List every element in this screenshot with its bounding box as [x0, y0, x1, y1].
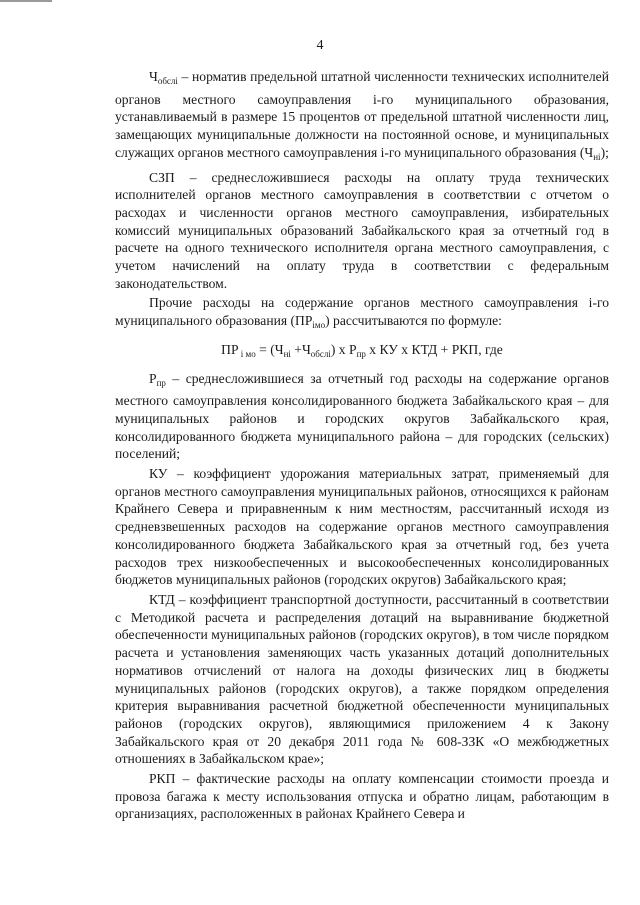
paragraph-rkp: РКП – фактические расходы на оплату компенсации стоимости проезда и провоза багажа к месту использования отпуска и обратно лицам, работающим в организациях, расположенных в районах Крайнего Севера и: [115, 771, 609, 822]
formula-sub-ni: нi: [283, 348, 291, 359]
formula-part-d: ) х Р: [330, 341, 357, 357]
sub-obsl: обслi: [157, 76, 178, 86]
paragraph-ku: КУ – коэффициент удорожания материальных затрат, применяемый для органов местного самоуправления муниципальных районов, относящихся к районам Крайнего Севера и приравненным к ним местностям, рассчитанный исходя из средневзвешенных расходов на содержание органов местного самоуправления консолидированного бюджета Забайкальского края за отчетный год, без учета расходов трех низкообеспеченных и высокообеспеченных консолидированных бюджетов муниципальных районов (городских округов) Забайкальского края;: [115, 466, 609, 588]
formula: [115, 341, 609, 364]
paragraph-other-expenses: [115, 294, 609, 334]
formula-part-e: х КУ х КТД + РКП, где: [365, 341, 503, 357]
paragraph-ktd: КТД – коэффициент транспортной доступности, рассчитанный в соответствии с Методикой расчета и распределения дотаций на выравнивание бюджетной обеспеченности муниципальных районов (городских округов), в том числе порядком расчета и установления заменяющих часть указанных дотаций дополнительных нормативов отчислений от налога на доходы физических лиц в бюджеты муниципальных районов (городских округов), а также порядком определения критерия выравнивания расчетной бюджетной обеспеченности муниципальных районов (городских округов), являющимися приложением 4 к Закону Забайкальского края от 20 декабря 2011 года № 608-ЗЗК «О межбюджетных отношениях в Забайкальском крае»;: [115, 591, 609, 767]
paragraph-ch-obsl: [115, 68, 609, 167]
sub-ni: нi: [593, 151, 601, 162]
formula-pr: ПР: [221, 341, 239, 357]
formula-sub-pr: пр: [356, 348, 366, 359]
paragraph-szp: СЗП – среднесложившиеся расходы на оплату труда технических исполнителей органов местного самоуправления в соответствии с отчетом о расходах и численности органов местного самоуправления, избирательных комиссий муниципальных образований Забайкальского края за отчетный год в расчете на одного технического исполнителя органа местного самоуправления, с учетом начислений на оплату труда в соответствии с федеральным законодательством.: [115, 169, 609, 291]
paragraph-text: – норматив предельной штатной численности технических исполнителей органов местного самоуправления i-го муниципального образования, устанавливаемый в размере 15 процентов от предельной штатной численности лиц, замещающих муниципальные должности на постоянной основе, и муниципальных служащих органов местного самоуправления i-го муниципального образования (Ч: [115, 69, 609, 160]
formula-sub-imo: i мо: [238, 348, 256, 359]
paragraph-text-end: );: [600, 144, 609, 160]
formula-sub-obsl: обслi: [310, 348, 331, 359]
page-number: 4: [316, 38, 324, 53]
paragraph-rpr: [115, 370, 609, 464]
paragraph-text: – среднесложившиеся за отчетный год расходы на содержание органов местного самоуправления консолидированного бюджета Забайкальского края – для муниципальных районов и городских округов Забайкальского края, консолидированного бюджета муниципального района – для городских (сельских) поселений;: [115, 370, 609, 462]
sub-pr: пр: [156, 377, 166, 388]
document-body: [115, 68, 609, 825]
var-ch: Ч: [149, 69, 158, 84]
formula-part-b: = (Ч: [255, 341, 284, 357]
paragraph-text: Прочие расходы на содержание органов местного самоуправления i-го муниципального образования (ПР: [115, 295, 609, 329]
paragraph-text-end: ) рассчитываются по формуле:: [325, 313, 502, 329]
scan-edge-mark: [0, 0, 52, 2]
sub-imo: iмо: [312, 320, 326, 331]
formula-part-c: +Ч: [290, 341, 311, 357]
var-r: Р: [149, 370, 157, 386]
